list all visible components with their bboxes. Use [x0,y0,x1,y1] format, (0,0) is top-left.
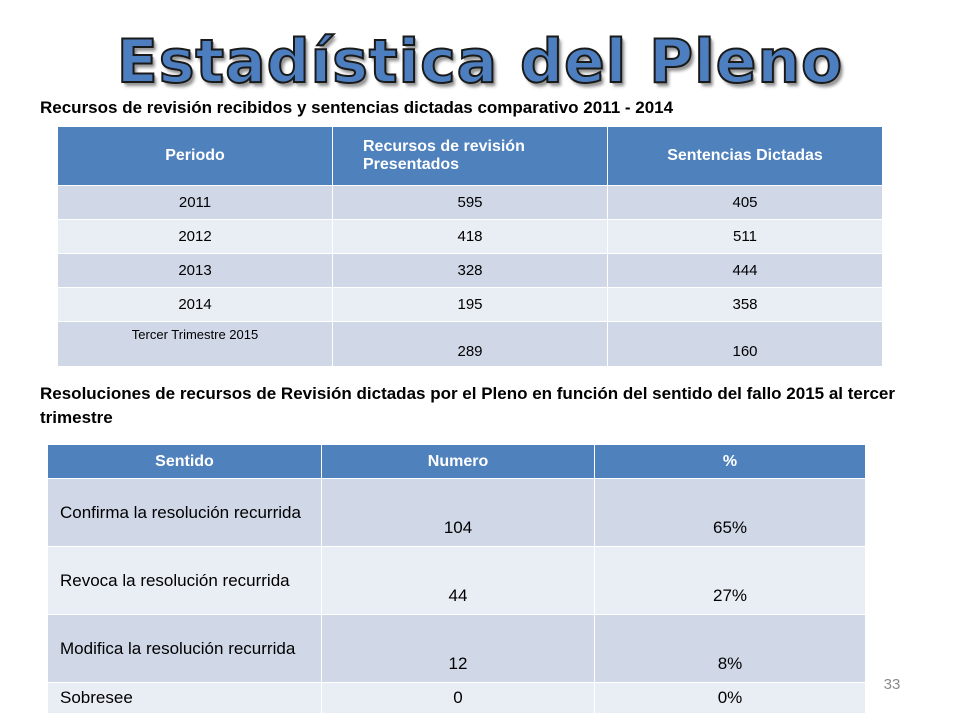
porcentaje-cell: 27% [595,547,866,615]
periodo-cell: 2012 [58,220,333,254]
periodo-cell: 2013 [58,254,333,288]
table-row [58,288,883,322]
recursos-cell: 418 [333,220,608,254]
periodo-cell: 2011 [58,186,333,220]
column-header-sentido: Sentido [48,445,322,479]
table-row [48,683,866,714]
recursos-sentencias-table [57,126,883,367]
table-row [48,547,866,615]
table-header-row [48,445,866,479]
sentido-cell: Sobresee [48,683,322,714]
sentencias-cell: 444 [608,254,883,288]
recursos-cell: 595 [333,186,608,220]
page-title: Estadística del Pleno [116,27,844,97]
sentido-cell: Revoca la resolución recurrida [48,547,322,615]
numero-cell: 44 [322,547,595,615]
numero-cell: 12 [322,615,595,683]
table-row [58,254,883,288]
sentencias-cell: 405 [608,186,883,220]
sentencias-cell: 358 [608,288,883,322]
column-header-periodo: Periodo [58,127,333,186]
column-header-numero: Numero [322,445,595,479]
table-header-row [58,127,883,186]
column-header-sentencias: Sentencias Dictadas [608,127,883,186]
table-row [58,220,883,254]
porcentaje-cell: 8% [595,615,866,683]
column-header-porcentaje: % [595,445,866,479]
table-row [58,186,883,220]
porcentaje-cell: 65% [595,479,866,547]
sentencias-cell: 511 [608,220,883,254]
table-row [58,322,883,367]
table-row [48,479,866,547]
table-1-caption: Recursos de revisión recibidos y sentencias dictadas comparativo 2011 - 2014 [40,98,674,117]
recursos-cell: 328 [333,254,608,288]
table-2-caption: Resoluciones de recursos de Revisión dictadas por el Pleno en función del sentido del fallo 2015 al tercer trimestre [40,384,895,427]
recursos-cell: 289 [333,322,608,367]
recursos-cell: 195 [333,288,608,322]
periodo-cell: Tercer Trimestre 2015 [58,322,333,367]
porcentaje-cell: 0% [595,683,866,714]
table-row [48,615,866,683]
sentido-cell: Modifica la resolución recurrida [48,615,322,683]
column-header-recursos: Recursos de revisión Presentados [333,127,608,186]
numero-cell: 0 [322,683,595,714]
sentido-fallo-table [47,444,866,714]
page-number: 33 [883,676,901,693]
sentencias-cell: 160 [608,322,883,367]
numero-cell: 104 [322,479,595,547]
periodo-cell: 2014 [58,288,333,322]
sentido-cell: Confirma la resolución recurrida [48,479,322,547]
